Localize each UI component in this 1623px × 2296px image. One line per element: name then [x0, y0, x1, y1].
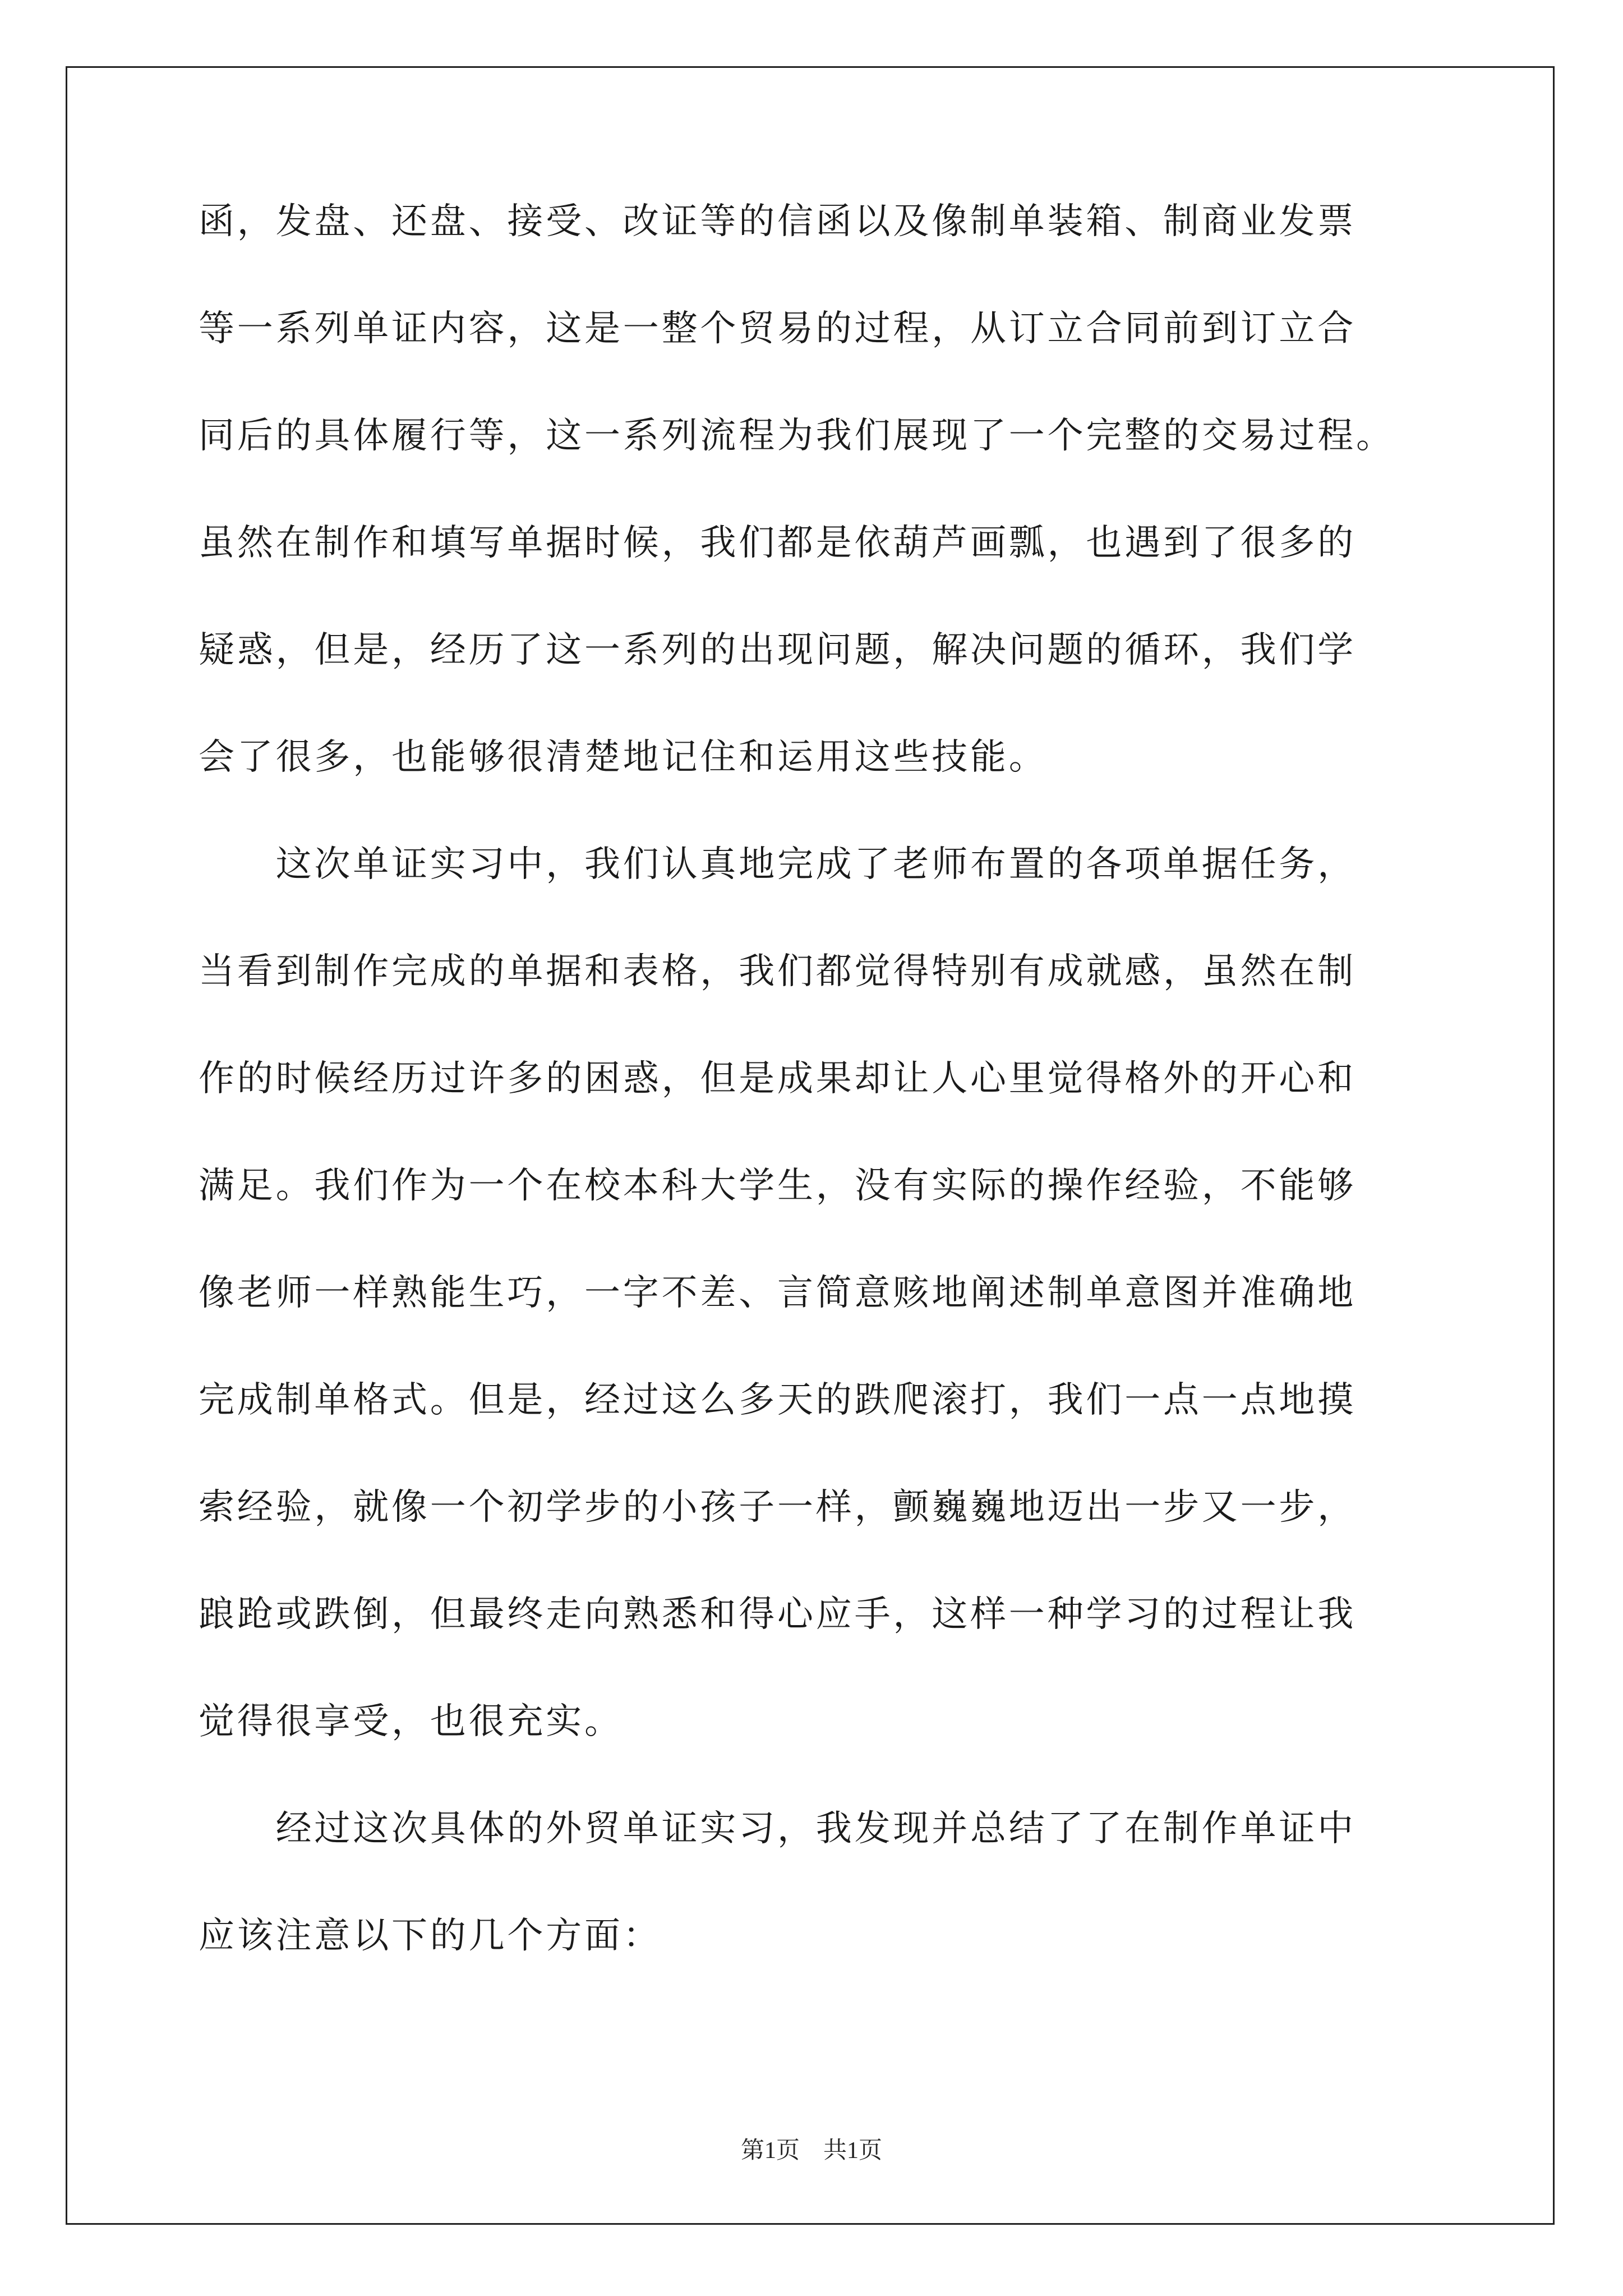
text-line: 索经验，就像一个初学步的小孩子一样，颤巍巍地迈出一步又一步， — [199, 1487, 1356, 1528]
text-line: 像老师一样熟能生巧，一字不差、言简意赅地阐述制单意图并准确地 — [199, 1272, 1356, 1314]
text-line: 满足。我们作为一个在校本科大学生，没有实际的操作经验，不能够 — [199, 1165, 1356, 1207]
text-line: 踉跄或跌倒，但最终走向熟悉和得心应手，这样一种学习的过程让我 — [199, 1594, 1356, 1635]
text-line: 作的时候经历过许多的困惑，但是成果却让人心里觉得格外的开心和 — [199, 1058, 1356, 1099]
text-line: 疑惑，但是，经历了这一系列的出现问题，解决问题的循环，我们学 — [199, 629, 1356, 671]
text-line: 等一系列单证内容，这是一整个贸易的过程，从订立合同前到订立合 — [199, 308, 1356, 349]
text-line: 当看到制作完成的单据和表格，我们都觉得特别有成就感，虽然在制 — [199, 951, 1356, 992]
text-line: 函，发盘、还盘、接受、改证等的信函以及像制单装箱、制商业发票 — [199, 201, 1356, 242]
text-line: 同后的具体履行等，这一系列流程为我们展现了一个完整的交易过程。 — [199, 415, 1395, 457]
document-body — [199, 168, 1455, 1990]
text-line: 虽然在制作和填写单据时候，我们都是依葫芦画瓢，也遇到了很多的 — [199, 522, 1356, 564]
text-line: 会了很多，也能够很清楚地记住和运用这些技能。 — [199, 737, 1048, 778]
text-line: 觉得很享受，也很充实。 — [199, 1701, 623, 1742]
page-footer: 第1页 共1页 — [740, 2138, 882, 2164]
text-line: 经过这次具体的外贸单证实习，我发现并总结了了在制作单证中 — [199, 1808, 1356, 1849]
text-line: 这次单证实习中，我们认真地完成了老师布置的各项单据任务， — [199, 844, 1356, 885]
text-line: 应该注意以下的几个方面： — [199, 1915, 662, 1957]
text-line: 完成制单格式。但是，经过这么多天的跌爬滚打，我们一点一点地摸 — [199, 1379, 1356, 1421]
